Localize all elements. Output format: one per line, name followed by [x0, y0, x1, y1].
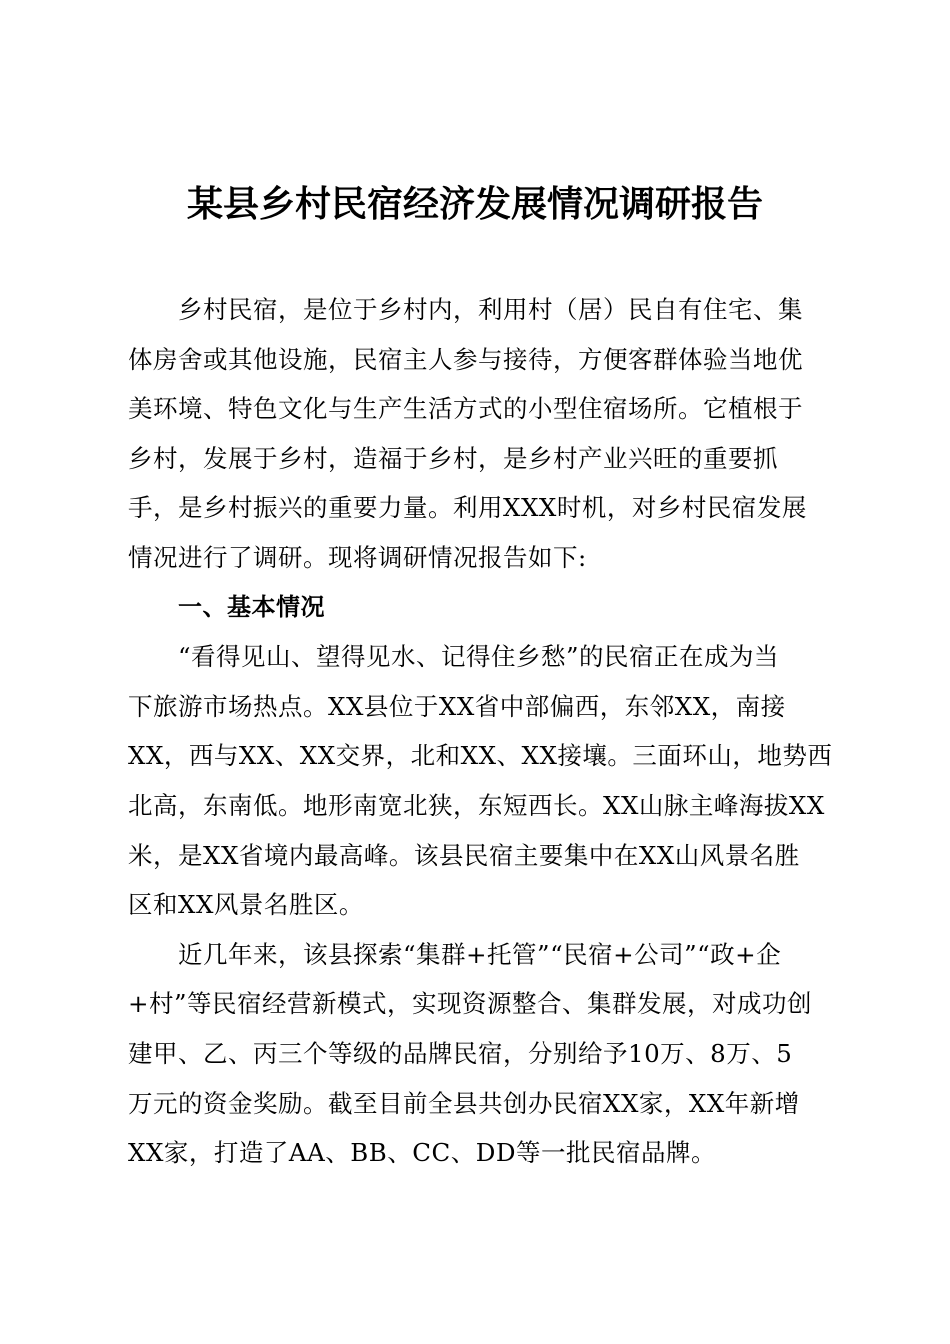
text-line: 体房舍或其他设施，民宿主人参与接待，方便客群体验当地优: [128, 344, 803, 374]
text-line: 米，是XX省境内最高峰。该县民宿主要集中在XX山风景名胜: [128, 840, 800, 870]
text-line: 美环境、特色文化与生产生活方式的小型住宿场所。它植根于: [128, 394, 803, 424]
text-line: 手，是乡村振兴的重要力量。利用XXX时机，对乡村民宿发展: [128, 493, 807, 523]
text-line: 乡村民宿，是位于乡村内，利用村（居）民自有住宅、集: [178, 295, 803, 324]
text-line: 万元的资金奖励。截至目前全县共创办民宿XX家，XX年新增: [128, 1088, 800, 1118]
text-line: 近几年来，该县探索“集群+托管”“民宿+公司”“政+企: [178, 939, 782, 969]
section-heading-basic-situation: 一、基本情况: [178, 592, 325, 621]
text-line: “看得见山、望得见水、记得住乡愁”的民宿正在成为当: [178, 642, 780, 672]
text-line: 北高，东南低。地形南宽北狭，东短西长。XX山脉主峰海拔XX: [128, 790, 825, 820]
text-line: 乡村，发展于乡村，造福于乡村，是乡村产业兴旺的重要抓: [128, 443, 778, 473]
section1-paragraph-1: [128, 632, 833, 930]
text-line: 情况进行了调研。现将调研情况报告如下:: [128, 542, 587, 572]
document-title: 某县乡村民宿经济发展情况调研报告: [186, 183, 763, 225]
intro-paragraph: [128, 285, 828, 583]
text-line: 下旅游市场热点。XX县位于XX省中部偏西，东邻XX，南接: [128, 691, 786, 721]
text-line: 区和XX风景名胜区。: [128, 890, 364, 920]
text-line: XX家，打造了AA、BB、CC、DD等一批民宿品牌。: [128, 1138, 717, 1168]
text-line: XX，西与XX、XX交界，北和XX、XX接壤。三面环山，地势西: [128, 741, 833, 771]
section1-paragraph-2: [128, 930, 828, 1178]
document-body: [128, 285, 833, 1178]
text-line: 建甲、乙、丙三个等级的品牌民宿，分别给予10万、8万、5: [128, 1038, 793, 1068]
text-line: +村”等民宿经营新模式，实现资源整合、集群发展，对成功创: [128, 989, 813, 1019]
